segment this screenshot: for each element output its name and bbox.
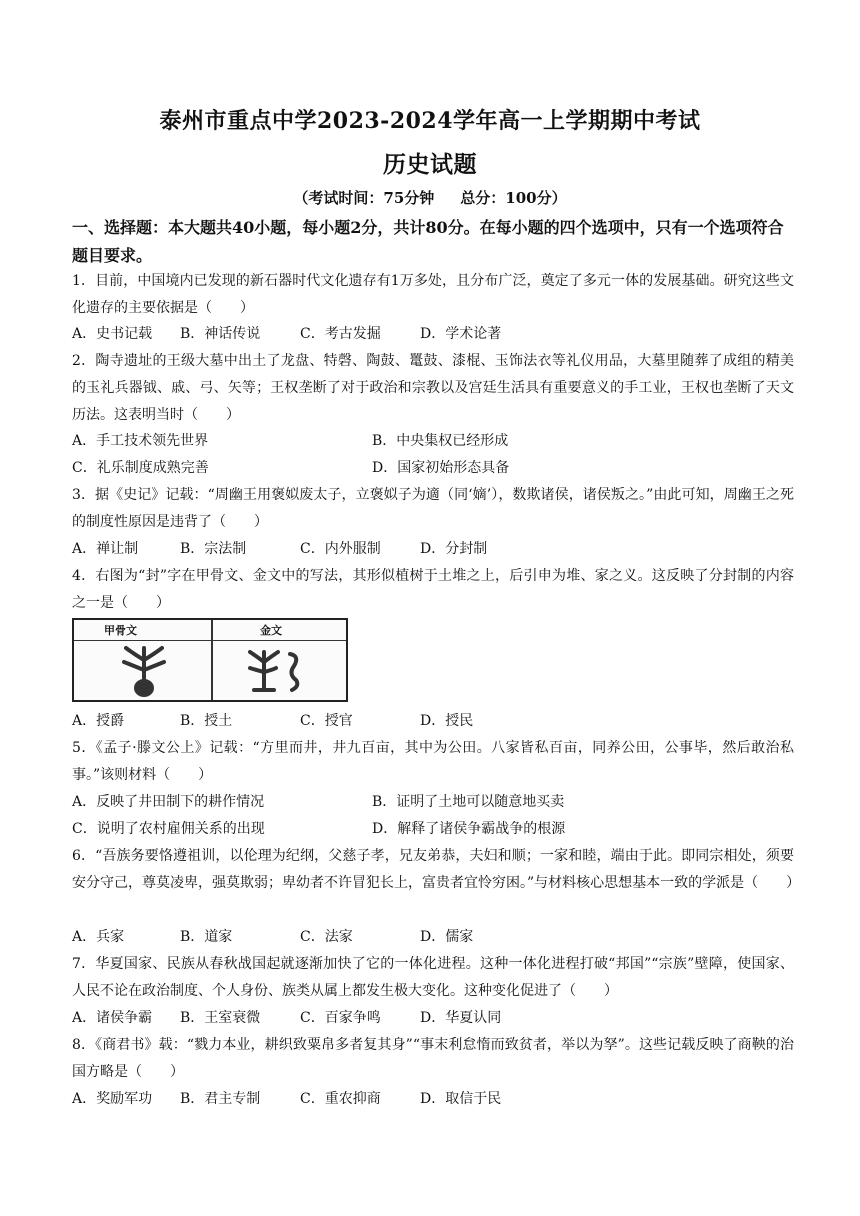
question-6-options: [72, 924, 794, 951]
option-d: D．授民: [420, 713, 474, 729]
exam-time: （考试时间：75分钟: [293, 189, 435, 207]
oracle-bone-label: 甲骨文: [104, 624, 137, 637]
option-d: D．国家初始形态具备: [372, 460, 510, 476]
feng-character-figure: [72, 618, 348, 702]
question-8-options: [72, 1086, 794, 1113]
option-b: B．证明了土地可以随意地买卖: [372, 794, 565, 810]
question-1-stem: 1．目前，中国境内已发现的新石器时代文化遗存有1万多处，且分布广泛，奠定了多元一体的发展基础。研究这些文化遗存的主要依据是（ ）: [72, 273, 794, 316]
option-d: D．解释了诸侯争霸战争的根源: [372, 821, 566, 837]
option-d: D．取信于民: [420, 1091, 502, 1107]
question-4-stem: 4．右图为“封”字在甲骨文、金文中的写法，其形似植树于土堆之上，后引申为堆、家之义。这反映了分封制的内容之一是（ ）: [72, 568, 794, 611]
oracle-bone-feng-glyph: [116, 642, 172, 700]
question-4-options: [72, 708, 794, 735]
option-c: C．重农抑商: [300, 1091, 381, 1107]
option-d: D．华夏认同: [420, 1010, 502, 1026]
question-5-options-row2: [72, 816, 794, 843]
option-a: A．反映了井田制下的耕作情况: [72, 794, 265, 810]
option-c: C．授官: [300, 713, 353, 729]
option-b: B．王室衰微: [180, 1010, 261, 1026]
option-a: A．禅让制: [72, 541, 139, 557]
option-c: C．礼乐制度成熟完善: [72, 460, 209, 476]
question-6-stem: 6．“吾族务要恪遵祖训，以伦理为纪纲，父慈子孝，兄友弟恭，夫妇和顺；一家和睦，端由于此。即同宗相处，须要安分守己，尊莫凌卑，强莫欺弱；卑幼者不许冒犯长上，富贵者宜怜穷困。”与材料核心思想基本一致的学派是（ ）: [72, 848, 801, 891]
option-a: A．兵家: [72, 929, 125, 945]
question-8-stem: 8．《商君书》载：“戮力本业，耕织致粟帛多者复其身”“事末利怠惰而致贫者，举以为孥”。这些记载反映了商鞅的治国方略是（ ）: [72, 1037, 794, 1080]
option-c: C．说明了农村雇佣关系的出现: [72, 821, 265, 837]
exam-subtitle: 历史试题: [383, 151, 477, 178]
question-5-options-row1: [72, 789, 794, 816]
option-b: B．君主专制: [180, 1091, 261, 1107]
question-2-options-row1: [72, 428, 794, 455]
option-c: C．百家争鸣: [300, 1010, 381, 1026]
option-c: C．内外服制: [300, 541, 381, 557]
option-a: A．授爵: [72, 713, 125, 729]
option-d: D．儒家: [420, 929, 474, 945]
question-2-stem: 2．陶寺遗址的王级大墓中出土了龙盘、特磬、陶鼓、鼍鼓、漆棍、玉饰法衣等礼仪用品，大墓里随葬了成组的精美的玉礼兵器钺、戚、弓、矢等；王权垄断了对于政治和宗教以及宫廷生活具有重要意义的手工业，王权也垄断了天文历法。这表明当时（ ）: [72, 353, 794, 423]
question-2-options-row2: [72, 455, 794, 482]
exam-meta: [0, 187, 860, 208]
option-a: A．诸侯争霸: [72, 1010, 153, 1026]
figure-divider: [211, 620, 213, 700]
option-a: A．奖励军功: [72, 1091, 153, 1107]
question-1-options: [72, 321, 794, 348]
option-c: C．考古发掘: [300, 326, 381, 342]
question-7-stem: 7．华夏国家、民族从春秋战国起就逐渐加快了它的一体化进程。这种一体化进程打破“邦国”“宗族”壁障，使国家、人民不论在政治制度、个人身份、族类从属上都发生极大变化。这种变化促进了（ ）: [72, 956, 794, 999]
option-b: B．授土: [180, 713, 233, 729]
question-3-options: [72, 536, 794, 563]
question-5-stem: 5．《孟子·滕文公上》记载：“方里而井，井九百亩，其中为公田。八家皆私百亩，同养公田，公事毕，然后敢治私事。”该则材料（ ）: [72, 740, 794, 783]
option-c: C．法家: [300, 929, 353, 945]
question-7-options: [72, 1005, 794, 1032]
section-heading: 一、选择题：本大题共40小题，每小题2分，共计80分。在每小题的四个选项中，只有一个选项符合题目要求。: [72, 218, 784, 265]
option-a: A．史书记载: [72, 326, 153, 342]
bronze-feng-glyph: [244, 644, 308, 698]
option-b: B．中央集权已经形成: [372, 433, 509, 449]
option-a: A．手工技术领先世界: [72, 433, 209, 449]
exam-title: 泰州市重点中学2023-2024学年高一上学期期中考试: [159, 108, 701, 134]
bronze-script-label: 金文: [260, 624, 282, 637]
question-3-stem: 3．据《史记》记载：“周幽王用褒姒废太子，立褒姒子为適（同‘嫡’），数欺诸侯，诸侯叛之。”由此可知，周幽王之死的制度性原因是违背了（ ）: [72, 487, 794, 530]
option-d: D．学术论著: [420, 326, 502, 342]
option-b: B．道家: [180, 929, 233, 945]
option-b: B．神话传说: [180, 326, 261, 342]
option-b: B．宗法制: [180, 541, 247, 557]
exam-score: 总分：100分）: [460, 189, 567, 207]
option-d: D．分封制: [420, 541, 488, 557]
